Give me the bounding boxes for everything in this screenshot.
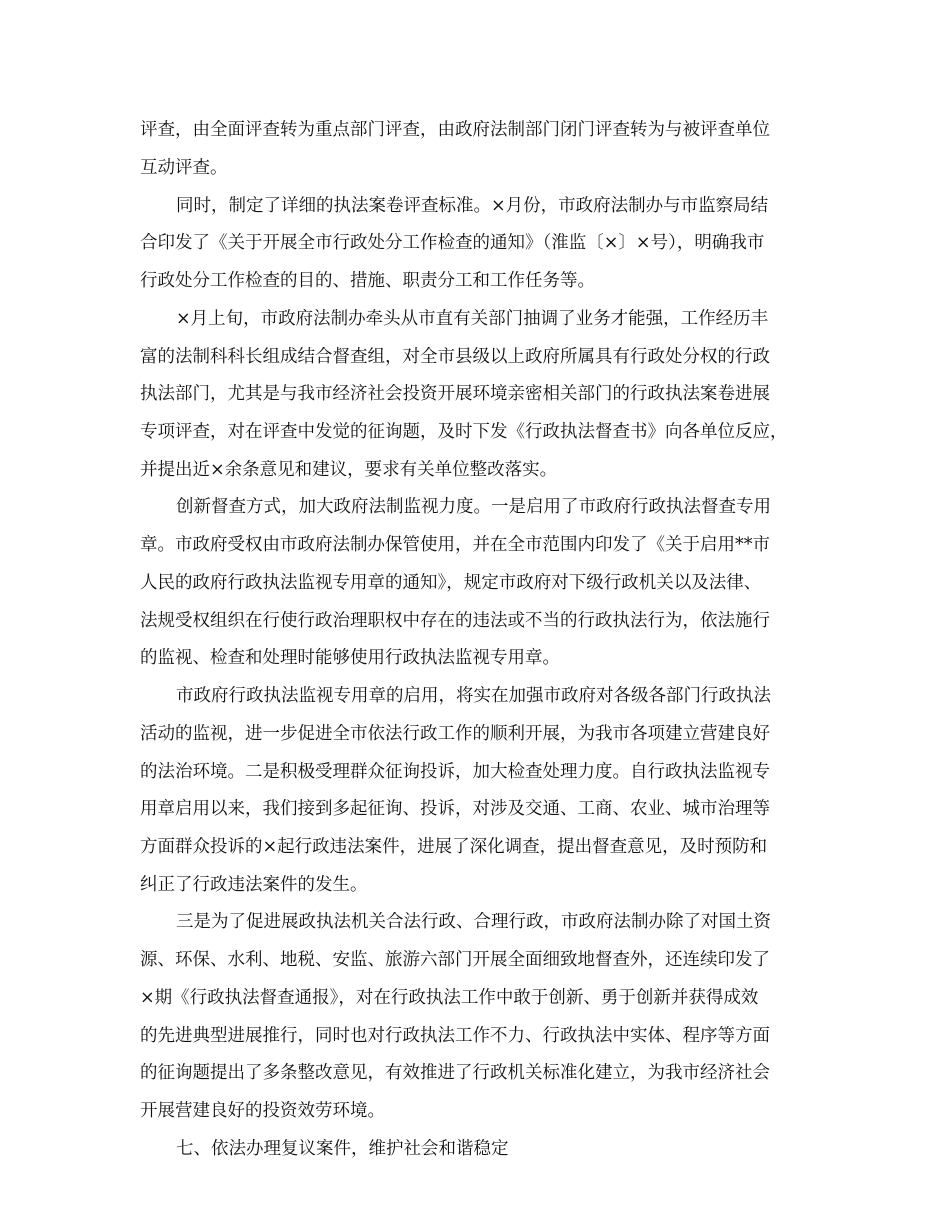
text-line: 法规受权组织在行使行政治理职权中存在的违法或不当的行政执法行为，依法施行 (140, 611, 770, 631)
text-line: 开展营建良好的投资效劳环境。 (140, 1101, 385, 1121)
text-line: 用章启用以来，我们接到多起征询、投诉，对涉及交通、工商、农业、城市治理等 (140, 799, 770, 819)
text-line: 人民的政府行政执法监视专用章的通知》，规定市政府对下级行政机关以及法律、 (140, 573, 762, 593)
text-line: 方面群众投诉的×起行政违法案件，进展了深化调查，提出督查意见，及时预防和 (140, 837, 768, 857)
text-line: 专项评查，对在评查中发觉的征询题，及时下发《行政执法督查书》向各单位反应， (140, 422, 788, 442)
text-line: 互动评查。 (140, 158, 228, 178)
text-line: ×月上旬，市政府法制办牵头从市直有关部门抽调了业务才能强，工作经历丰 (176, 309, 769, 329)
text-line: 并提出近×余条意见和建议，要求有关单位整改落实。 (140, 460, 558, 480)
text-line: ×期《行政执法督查通报》，对在行政执法工作中敢于创新、勇于创新并获得成效 (140, 988, 759, 1008)
text-line: 的先进典型进展推行，同时也对行政执法工作不力、行政执法中实体、程序等方面 (140, 1026, 770, 1046)
text-line: 行政处分工作检查的目的、措施、职责分工和工作任务等。 (140, 271, 595, 291)
text-line: 创新督查方式，加大政府法制监视力度。一是启用了市政府行政执法督查专用 (176, 497, 771, 517)
text-line: 执法部门，尤其是与我市经济社会投资开展环境亲密相关部门的行政执法案卷进展 (140, 384, 770, 404)
text-line: 的征询题提出了多条整改意见，有效推进了行政机关标准化建立，为我市经济社会 (140, 1063, 770, 1083)
text-line: 评查，由全面评查转为重点部门评查，由政府法制部门闭门评查转为与被评查单位 (140, 120, 770, 140)
text-line: 章。市政府受权由市政府法制办保管使用，并在全市范围内印发了《关于启用**市 (140, 535, 770, 555)
text-line: 源、环保、水利、地税、安监、旅游六部门开展全面细致地督查外，还连续印发了 (140, 950, 770, 970)
text-line: 市政府行政执法监视专用章的启用，将实在加强市政府对各级各部门行政执法 (176, 686, 771, 706)
text-line: 活动的监视，进一步促进全市依法行政工作的顺利开展，为我市各项建立营建良好 (140, 724, 770, 744)
text-line: 纠正了行政违法案件的发生。 (140, 875, 368, 895)
section-heading: 七、依法办理复议案件，维护社会和谐稳定 (176, 1139, 509, 1159)
text-line: 同时，制定了详细的执法案卷评查标准。×月份，市政府法制办与市监察局结 (176, 196, 769, 216)
text-line: 富的法制科科长组成结合督查组，对全市县级以上政府所属具有行政处分权的行政 (140, 347, 770, 367)
text-line: 合印发了《关于开展全市行政处分工作检查的通知》（淮监〔×〕×号），明确我市 (140, 233, 765, 253)
text-line: 的监视、检查和处理时能够使用行政执法监视专用章。 (140, 648, 560, 668)
text-line: 三是为了促进展政执法机关合法行政、合理行政，市政府法制办除了对国土资 (176, 912, 771, 932)
text-line: 的法治环境。二是积极受理群众征询投诉，加大检查处理力度。自行政执法监视专 (140, 762, 770, 782)
